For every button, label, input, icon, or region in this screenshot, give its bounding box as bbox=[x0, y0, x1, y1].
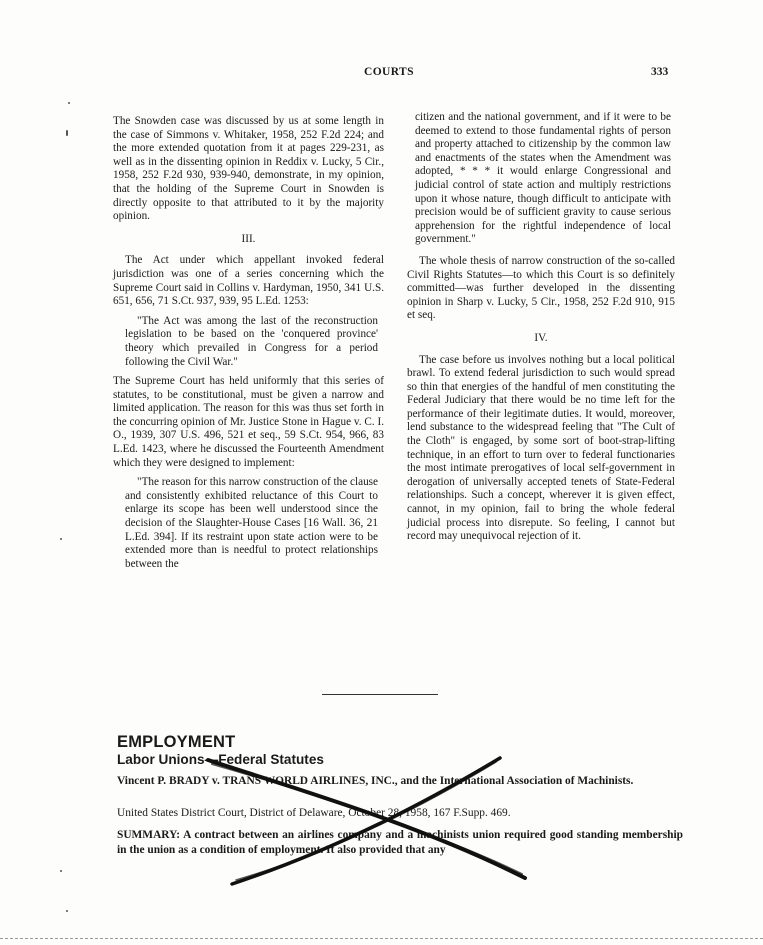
running-head-title: COURTS bbox=[364, 66, 414, 78]
case-summary: SUMMARY: A contract between an airlines company and a machinists union required good standing membership in the union as a condition of employment. It also provided that any bbox=[117, 829, 683, 856]
case-parties: Vincent P. BRADY v. TRANS WORLD AIRLINES, INC., and the International Association of Machinists. bbox=[117, 775, 634, 787]
scan-speck bbox=[66, 130, 68, 136]
scan-speck bbox=[60, 870, 62, 872]
scan-speck bbox=[68, 102, 70, 104]
section-heading-iii: III. bbox=[241, 232, 256, 245]
paragraph: The Supreme Court has held uniformly that this series of statutes, to be constitutional, must be given a narrow and limited application. The reason for this was thus set forth in the concurring opinion of Mr. Justice Stone in Hague v. C. I. O., 1939, 307 U.S. 496, 521 et seq., 59 S.Ct. 954, 966, 83 L.Ed. 1423, where he discussed the Fourteenth Amendment which they were designed to implement: bbox=[113, 375, 384, 469]
employment-heading: EMPLOYMENT bbox=[117, 733, 236, 751]
paragraph: The Snowden case was discussed by us at some length in the case of Simmons v. Whitaker, 1958, 252 F.2d 224; and the more extended quotation from it at pages 229-231, as well as in the dissenting opinion in Reddix v. Lucky, 5 Cir., 1958, 252 F.2d 930, 939-940, demonstrate, in my opinion, that the holding of the Supreme Court in Snowden is directly opposite to that attributed to it by the majority opinion. bbox=[113, 115, 384, 223]
paragraph: The whole thesis of narrow construction of the so-called Civil Rights Statutes—to which this Court is so definitely committed—was further developed in the dissenting opinion in Sharp v. Lucky, 5 Cir., 1958, 252 F.2d 910, 915 et seq. bbox=[407, 254, 675, 322]
section-divider bbox=[322, 694, 438, 695]
left-column bbox=[113, 115, 384, 571]
block-quote: "The reason for this narrow construction of the clause and consistently exhibited reluctance of this Court to enlarge its scope has been well understood since the decision of the Slaughter-House Cases [16 Wall. 36, 21 L.Ed. 394]. If its restraint upon state action were to be extended more than is needful to protect relationships between the bbox=[125, 476, 378, 570]
running-head bbox=[0, 66, 763, 84]
block-quote: "The Act was among the last of the reconstruction legislation to be based on the 'conquered province' theory which prevailed in Congress for a period following the Civil War." bbox=[125, 314, 378, 368]
paragraph: The Act under which appellant invoked federal jurisdiction was one of a series concerning which the Supreme Court said in Collins v. Hardyman, 1950, 341 U.S. 651, 656, 71 S.Ct. 937, 939, 95 L.Ed. 1253: bbox=[113, 254, 384, 308]
paragraph: The case before us involves nothing but a local political brawl. To extend federal jurisdiction to such would spread so thin that energies of the handful of men constituting the Federal Judiciary that there would be no time left for the performance of their legitimate duties. It would, moreover, lend substance to the widespread feeling that "The Cult of the Cloth" is engaged, by some sort of boot-strap-lifting technique, in an effort to turn over to federal functionaries the most intimate prerogatives of local self-government in derogation of universally accepted tenets of State-Federal relationships. Such a concept, wherever it is given effect, cannot, in my opinion, fail to bring the whole federal judicial process into disrepute. So feeling, I cannot but record may unequivocal rejection of it. bbox=[407, 353, 675, 543]
section-heading-iv: IV. bbox=[534, 331, 548, 344]
scan-speck bbox=[60, 538, 62, 540]
scan-speck bbox=[66, 910, 68, 912]
right-column bbox=[407, 111, 675, 544]
page-number: 333 bbox=[651, 66, 669, 78]
block-quote-continued: citizen and the national government, and if it were to be deemed to extend to those fundamental rights of person and property attached to citizenship by the common law and enactments of the states when the Amendment was adopted, * * * it would enlarge Congressional and judicial control of state action and multiply restrictions upon it whose nature, though difficult to anticipate with precision would be of sufficient gravity to cause serious apprehension for the rightful independence of local government." bbox=[415, 111, 671, 246]
employment-subheading: Labor Unions—Federal Statutes bbox=[117, 752, 324, 767]
case-court-citation: United States District Court, District of Delaware, October 28, 1958, 167 F.Supp. 469. bbox=[117, 807, 511, 819]
page-bottom-edge bbox=[0, 938, 763, 939]
